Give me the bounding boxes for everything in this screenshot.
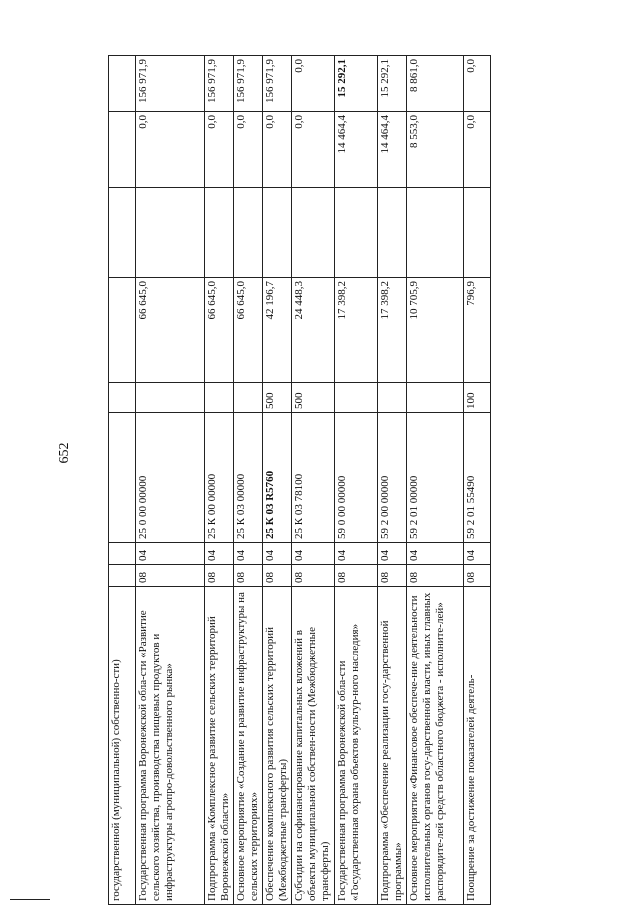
cell-name: Подпрограмма «Обеспечение реализации госу-дарственной программы» bbox=[378, 587, 407, 905]
cell-rz bbox=[109, 565, 136, 587]
cell-rz: 08 bbox=[136, 565, 205, 587]
cell-pr: 04 bbox=[464, 543, 491, 565]
cell-value-3: 0,0 bbox=[136, 112, 205, 188]
cell-value-2 bbox=[234, 188, 263, 278]
cell-rz: 08 bbox=[205, 565, 234, 587]
cell-csr bbox=[109, 413, 136, 543]
cell-rz: 08 bbox=[234, 565, 263, 587]
cell-value-3: 0,0 bbox=[205, 112, 234, 188]
cell-vr bbox=[407, 383, 464, 413]
cell-pr: 04 bbox=[335, 543, 378, 565]
cell-rz: 08 bbox=[407, 565, 464, 587]
cell-value-4: 156 971,9 bbox=[263, 56, 292, 112]
cell-value-1: 66 645,0 bbox=[136, 278, 205, 383]
cell-value-1: 66 645,0 bbox=[205, 278, 234, 383]
rotated-table-area bbox=[108, 56, 604, 905]
cell-rz: 08 bbox=[263, 565, 292, 587]
cell-value-3: 0,0 bbox=[464, 112, 491, 188]
table-row bbox=[234, 56, 263, 905]
cell-value-4: 156 971,9 bbox=[234, 56, 263, 112]
cell-name: Основное мероприятие «Финансовое обеспече-ние деятельности исполнительных органов госу-дарственной власти, иных главных распорядите-лей средств областного бюджета - исполните-лей» bbox=[407, 587, 464, 905]
table-row bbox=[407, 56, 464, 905]
cell-vr bbox=[234, 383, 263, 413]
cell-value-1: 24 448,3 bbox=[292, 278, 335, 383]
cell-pr: 04 bbox=[378, 543, 407, 565]
landscape-table-wrapper bbox=[108, 56, 604, 905]
cell-name: Государственная программа Воронежской обла-сти «Развитие сельского хозяйства, производства пищевых продуктов и инфраструктуры агропро-довольственного рынка» bbox=[136, 587, 205, 905]
cell-pr: 04 bbox=[136, 543, 205, 565]
cell-name: государственной (муниципальной) собственно-сти) bbox=[109, 587, 136, 905]
cell-value-4: 0,0 bbox=[292, 56, 335, 112]
cell-value-3: 0,0 bbox=[234, 112, 263, 188]
cell-value-3: 8 553,0 bbox=[407, 112, 464, 188]
cell-csr: 59 2 01 00000 bbox=[407, 413, 464, 543]
table-row bbox=[205, 56, 234, 905]
cell-value-3: 14 464,4 bbox=[378, 112, 407, 188]
cell-value-4: 0,0 bbox=[464, 56, 491, 112]
table-row bbox=[335, 56, 378, 905]
cell-vr: 500 bbox=[292, 383, 335, 413]
cell-vr bbox=[109, 383, 136, 413]
cell-name: Подпрограмма «Комплексное развитие сельских территорий Воронежской области» bbox=[205, 587, 234, 905]
cell-csr: 59 2 01 55490 bbox=[464, 413, 491, 543]
cell-value-3 bbox=[109, 112, 136, 188]
cell-value-1: 66 645,0 bbox=[234, 278, 263, 383]
cell-value-4: 15 292,1 bbox=[335, 56, 378, 112]
cell-value-2 bbox=[407, 188, 464, 278]
cell-name: Субсидии на софинансирование капитальных вложений в объекты муниципальной собствен-ности (Межбюджетные трансферты) bbox=[292, 587, 335, 905]
footer-rule bbox=[10, 899, 50, 900]
cell-pr: 04 bbox=[205, 543, 234, 565]
cell-pr: 04 bbox=[234, 543, 263, 565]
table-row bbox=[378, 56, 407, 905]
cell-pr bbox=[109, 543, 136, 565]
cell-value-4: 156 971,9 bbox=[136, 56, 205, 112]
cell-value-2 bbox=[109, 188, 136, 278]
cell-csr: 25 0 00 00000 bbox=[136, 413, 205, 543]
cell-value-4: 8 861,0 bbox=[407, 56, 464, 112]
cell-pr: 04 bbox=[407, 543, 464, 565]
cell-name: Основное мероприятие «Создание и развитие инфраструктуры на сельских территориях» bbox=[234, 587, 263, 905]
cell-rz: 08 bbox=[378, 565, 407, 587]
cell-csr: 59 0 00 00000 bbox=[335, 413, 378, 543]
cell-vr: 100 bbox=[464, 383, 491, 413]
cell-value-2 bbox=[136, 188, 205, 278]
cell-value-1 bbox=[109, 278, 136, 383]
cell-csr: 59 2 00 00000 bbox=[378, 413, 407, 543]
cell-pr: 04 bbox=[263, 543, 292, 565]
cell-value-1: 42 196,7 bbox=[263, 278, 292, 383]
cell-value-4: 15 292,1 bbox=[378, 56, 407, 112]
budget-table bbox=[108, 55, 491, 905]
table-row bbox=[136, 56, 205, 905]
cell-vr bbox=[378, 383, 407, 413]
cell-name: Государственная программа Воронежской обла-сти «Государственная охрана объектов культур-ного наследия» bbox=[335, 587, 378, 905]
page-number: 652 bbox=[57, 442, 72, 464]
cell-value-1: 10 705,9 bbox=[407, 278, 464, 383]
table-row bbox=[464, 56, 491, 905]
cell-value-4 bbox=[109, 56, 136, 112]
cell-value-1: 17 398,2 bbox=[378, 278, 407, 383]
cell-name: Обеспечение комплексного развития сельских территорий (Межбюджетные трансферты) bbox=[263, 587, 292, 905]
cell-value-4: 156 971,9 bbox=[205, 56, 234, 112]
cell-value-2 bbox=[205, 188, 234, 278]
table-row bbox=[263, 56, 292, 905]
table-row bbox=[109, 56, 136, 905]
cell-csr: 25 К 00 00000 bbox=[205, 413, 234, 543]
cell-value-2 bbox=[335, 188, 378, 278]
cell-csr: 25 К 03 00000 bbox=[234, 413, 263, 543]
cell-vr bbox=[335, 383, 378, 413]
cell-value-2 bbox=[378, 188, 407, 278]
cell-csr: 25 К 03 R5760 bbox=[263, 413, 292, 543]
cell-vr: 500 bbox=[263, 383, 292, 413]
cell-pr: 04 bbox=[292, 543, 335, 565]
cell-value-2 bbox=[292, 188, 335, 278]
cell-rz: 08 bbox=[464, 565, 491, 587]
cell-rz: 08 bbox=[292, 565, 335, 587]
cell-value-2 bbox=[263, 188, 292, 278]
cell-vr bbox=[205, 383, 234, 413]
cell-value-3: 0,0 bbox=[292, 112, 335, 188]
table-row bbox=[292, 56, 335, 905]
cell-value-1: 796,9 bbox=[464, 278, 491, 383]
cell-value-1: 17 398,2 bbox=[335, 278, 378, 383]
cell-value-2 bbox=[464, 188, 491, 278]
cell-vr bbox=[136, 383, 205, 413]
cell-value-3: 0,0 bbox=[263, 112, 292, 188]
cell-csr: 25 К 03 78100 bbox=[292, 413, 335, 543]
cell-rz: 08 bbox=[335, 565, 378, 587]
cell-name: Поощрение за достижение показателей деятель- bbox=[464, 587, 491, 905]
cell-value-3: 14 464,4 bbox=[335, 112, 378, 188]
